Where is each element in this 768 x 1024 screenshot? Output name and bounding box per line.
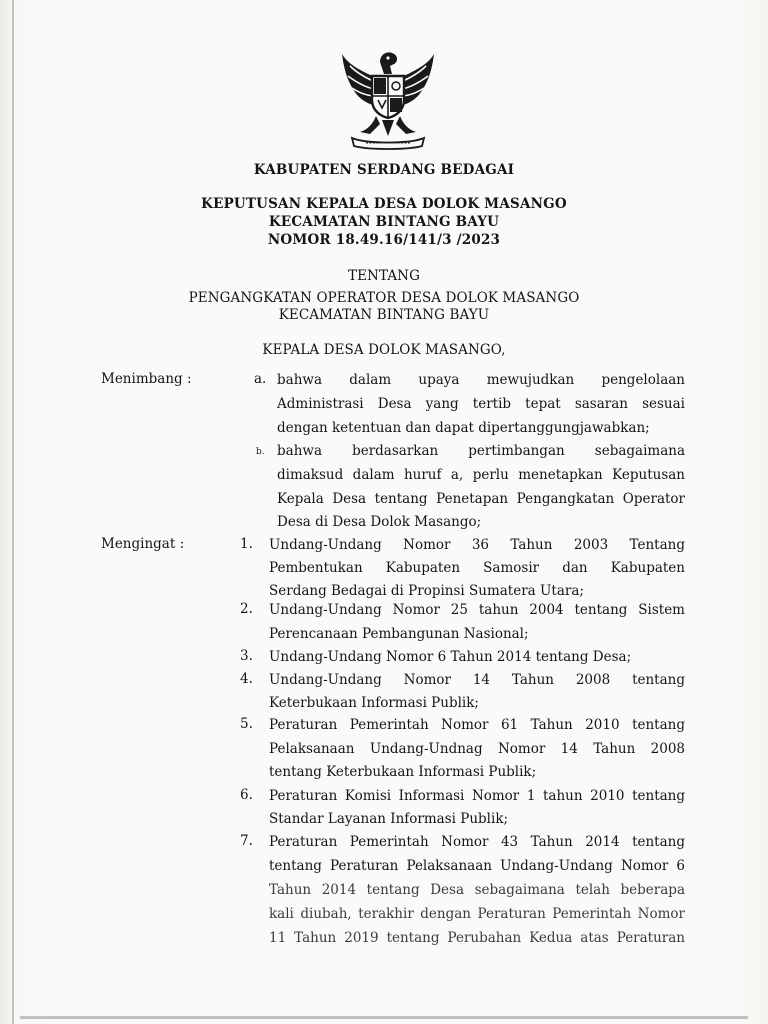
decree-title-line2: KECAMATAN BINTANG BAYU (268, 214, 500, 230)
scan-edge-bottom (20, 1016, 748, 1019)
menimbang-b-marker: b. (256, 447, 265, 457)
subject-line1: PENGANGKATAN OPERATOR DESA DOLOK MASANGO (188, 290, 580, 306)
regency-title: KABUPATEN SERDANG BEDAGAI (253, 162, 515, 178)
mengingat-4-line: Undang-Undang Nomor 14 Tahun 2008 tentang (269, 672, 685, 688)
mengingat-6-line: Standar Layanan Informasi Publik; (269, 811, 509, 827)
mengingat-7-marker: 7. (240, 833, 253, 849)
mengingat-7-line: kali diubah, terakhir dengan Peraturan Pemerintah Nomor (269, 906, 685, 922)
mengingat-5-line: tentang Keterbukaan Informasi Publik; (269, 764, 537, 780)
mengingat-6-marker: 6. (240, 787, 253, 803)
mengingat-5-marker: 5. (240, 716, 253, 732)
menimbang-a-line: bahwa dalam upaya mewujudkan pengelolaan (277, 372, 685, 388)
mengingat-5-line: Peraturan Pemerintah Nomor 61 Tahun 2010 tentang (269, 717, 685, 733)
mengingat-3-line: Undang-Undang Nomor 6 Tahun 2014 tentang Desa; (269, 649, 632, 665)
mengingat-4-line: Keterbukaan Informasi Publik; (269, 695, 479, 711)
mengingat-7-line: Tahun 2014 tentang Desa sebagaimana telah beberapa (269, 882, 685, 898)
menimbang-b-line: bahwa berdasarkan pertimbangan sebagaimana (277, 443, 685, 459)
menimbang-label: Menimbang : (101, 371, 192, 387)
mengingat-6-line: Peraturan Komisi Informasi Nomor 1 tahun 2010 tentang (269, 788, 685, 804)
mengingat-2-marker: 2. (240, 601, 253, 617)
decree-title-line1: KEPUTUSAN KEPALA DESA DOLOK MASANGO (201, 196, 567, 212)
about-heading: TENTANG (348, 268, 420, 284)
menimbang-a-line: Administrasi Desa yang tertib tepat sasaran sesuai (277, 396, 685, 412)
mengingat-label: Mengingat : (101, 536, 185, 552)
mengingat-7-line: Peraturan Pemerintah Nomor 43 Tahun 2014 tentang (269, 834, 685, 850)
menimbang-b-line: dimaksud dalam huruf a, perlu menetapkan Keputusan (277, 467, 685, 483)
mengingat-7-line: 11 Tahun 2019 tentang Perubahan Kedua atas Peraturan (269, 930, 685, 946)
menimbang-a-marker: a. (254, 371, 267, 387)
garuda-emblem-icon (336, 44, 440, 150)
authority-line: KEPALA DESA DOLOK MASANGO, (262, 342, 506, 358)
decree-number: NOMOR 18.49.16/141/3 /2023 (267, 232, 501, 248)
mengingat-1-marker: 1. (240, 536, 253, 552)
mengingat-1-line: Serdang Bedagai di Propinsi Sumatera Utara; (269, 583, 584, 599)
mengingat-7-line: tentang Peraturan Pelaksanaan Undang-Undang Nomor 6 (269, 858, 685, 874)
mengingat-3-marker: 3. (240, 648, 253, 664)
scan-edge-left (12, 0, 14, 1024)
menimbang-b-line: Kepala Desa tentang Penetapan Pengangkatan Operator (277, 491, 685, 507)
menimbang-a-line: dengan ketentuan dan dapat dipertanggungjawabkan; (277, 420, 650, 436)
mengingat-1-line: Pembentukan Kabupaten Samosir dan Kabupaten (269, 560, 685, 576)
mengingat-1-line: Undang-Undang Nomor 36 Tahun 2003 Tentang (269, 537, 685, 553)
menimbang-b-line: Desa di Desa Dolok Masango; (277, 514, 482, 530)
mengingat-5-line: Pelaksanaan Undang-Undnag Nomor 14 Tahun 2008 (269, 741, 685, 757)
subject-line2: KECAMATAN BINTANG BAYU (278, 307, 490, 323)
mengingat-2-line: Undang-Undang Nomor 25 tahun 2004 tentang Sistem (269, 602, 685, 618)
mengingat-4-marker: 4. (240, 671, 253, 687)
mengingat-2-line: Perencanaan Pembangunan Nasional; (269, 626, 529, 642)
